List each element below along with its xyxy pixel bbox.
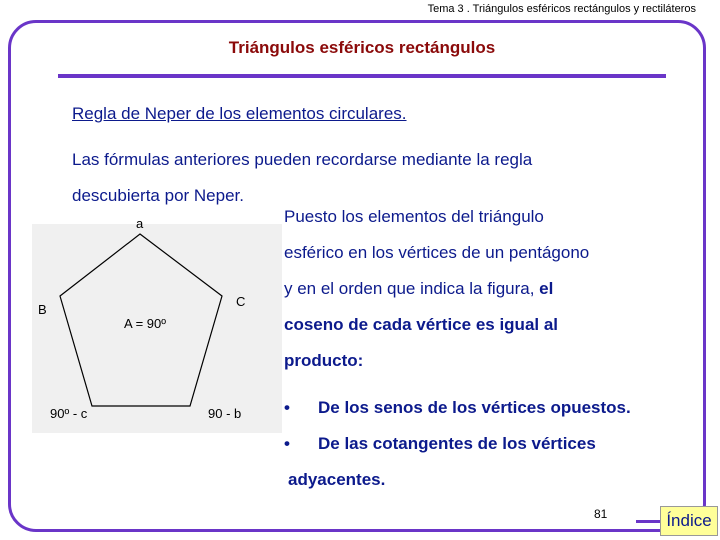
bullet-glyph: • <box>284 398 290 417</box>
bullet-glyph: • <box>284 434 290 453</box>
slide-title: Triángulos esféricos rectángulos <box>228 38 496 57</box>
explanation-text <box>284 199 654 379</box>
explain-line-2: esférico en los vértices de un pentágono <box>284 243 590 262</box>
explain-line-3-normal: y en el orden que indica la figura, <box>284 279 535 298</box>
page-number: 81 <box>594 507 608 521</box>
label-b: B <box>38 302 47 317</box>
explain-line-3-bold: el <box>534 279 554 298</box>
label-90-b: 90 - b <box>208 406 242 421</box>
label-90-c: 90º - c <box>50 406 88 421</box>
explain-line-4: coseno de cada vértice es igual al <box>284 315 559 334</box>
bullet-text-2: De las cotangentes de los vértices <box>318 434 596 453</box>
bullet-text-1: De los senos de los vértices opuestos. <box>318 398 631 417</box>
bullet-item-1 <box>284 390 704 426</box>
pentagon-diagram <box>32 218 282 433</box>
bullet-tail: adyacentes. <box>288 470 386 489</box>
explain-line-1: Puesto los elementos del triángulo <box>284 207 544 226</box>
index-button[interactable]: Índice <box>660 506 718 536</box>
title-divider <box>58 74 666 78</box>
slide-subtitle: Regla de Neper de los elementos circulares. <box>72 104 407 123</box>
bullet-item-2 <box>284 426 704 462</box>
label-a-90: A = 90º <box>124 316 166 331</box>
intro-line-2: descubierta por Neper. <box>72 186 244 205</box>
label-c: C <box>236 294 246 309</box>
index-connector <box>636 520 660 523</box>
intro-line-1: Las fórmulas anteriores pueden recordarse mediante la regla <box>72 150 533 169</box>
header-title: Tema 3 . Triángulos esféricos rectángulos y rectiláteros <box>427 3 696 15</box>
bullet-list <box>284 390 704 462</box>
explain-line-3 <box>284 271 654 307</box>
explain-line-5: producto: <box>284 351 364 370</box>
label-a: a <box>136 218 144 231</box>
